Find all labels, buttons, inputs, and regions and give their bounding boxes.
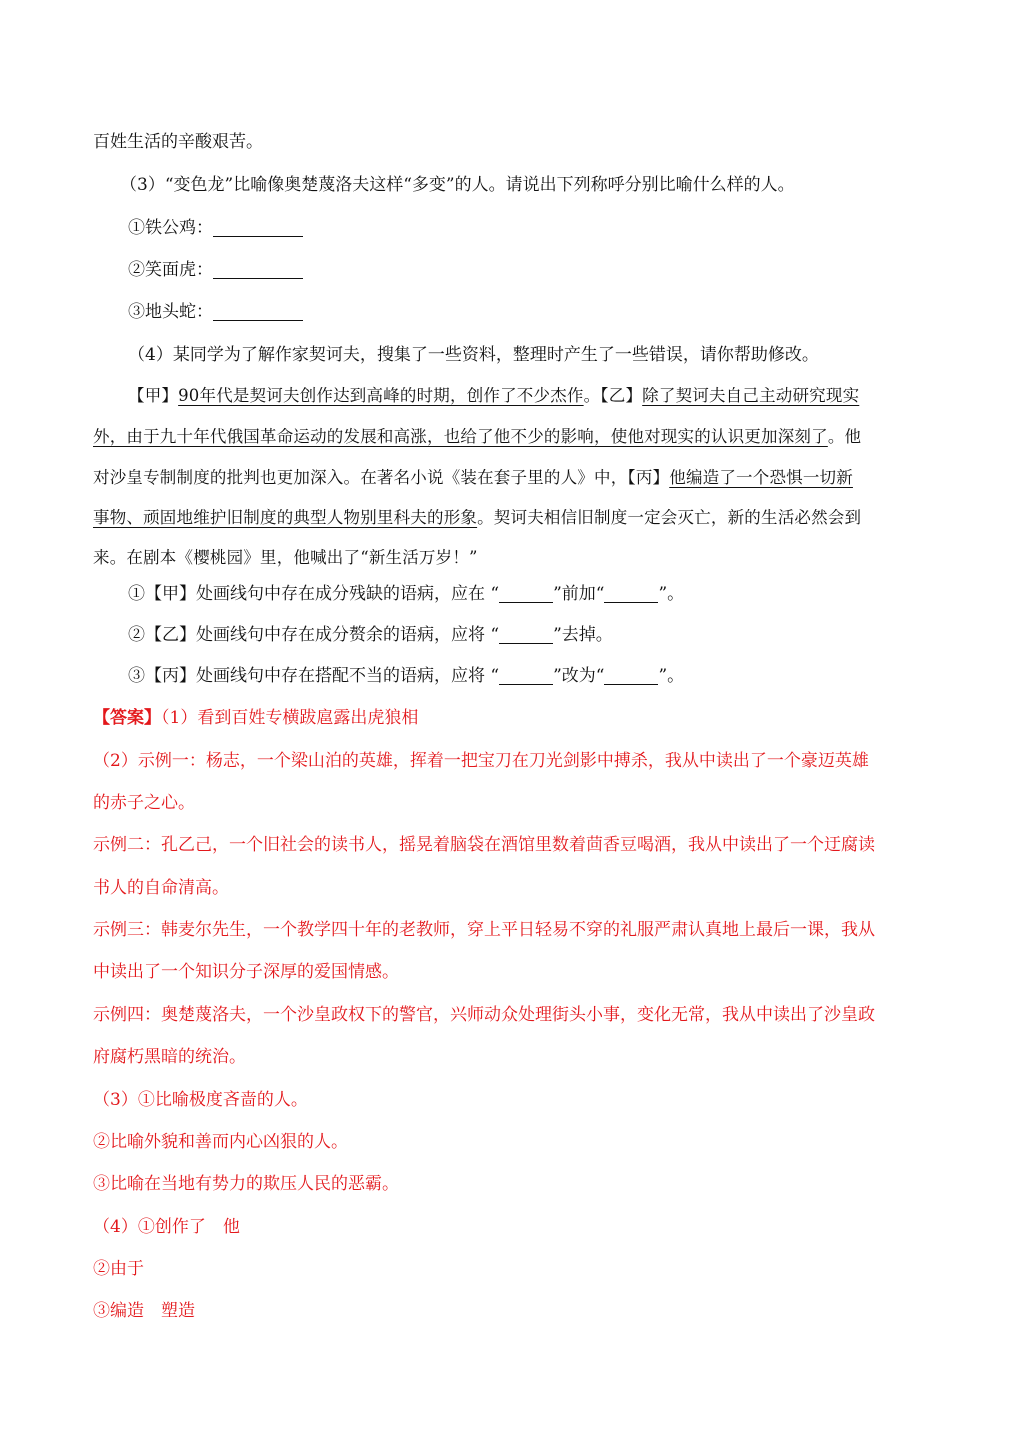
answer-2-example-4-line-2: 府腐朽黑暗的统治。	[93, 1047, 246, 1067]
passage-line-4-tail: 。契诃夫相信旧制度一定会灭亡，新的生活必然会到	[477, 508, 862, 527]
passage-line-5: 来。在剧本《樱桃园》里，他喊出了“新生活万岁！”	[93, 548, 478, 567]
q3-item-1-label: ①铁公鸡：	[128, 218, 213, 238]
q3-prompt: （3）“变色龙”比喻像奥楚蔑洛夫这样“多变”的人。请说出下列称呼分别比喻什么样的人。	[120, 175, 795, 195]
passage-underline-yi-1: 除了契诃夫自己主动研究现实	[642, 386, 860, 405]
answer-2-example-2-line-1: 示例二：孔乙己，一个旧社会的读书人，摇晃着脑袋在酒馆里数着茴香豆喝酒，我从中读出了一个迂腐读	[93, 835, 875, 855]
passage-line-2	[93, 425, 861, 449]
q3-item-3-blank[interactable]	[213, 302, 303, 321]
sub-question-2	[128, 623, 613, 647]
sub1-text-post: ”。	[658, 584, 685, 604]
q4-prompt: （4）某同学为了解作家契诃夫，搜集了一些资料，整理时产生了一些错误，请你帮助修改。	[128, 345, 819, 365]
answer-2-line-2: 的赤子之心。	[93, 793, 195, 813]
q3-item-1-blank[interactable]	[213, 218, 303, 237]
passage-line-3	[93, 466, 853, 490]
passage-tag-jia: 【甲】	[128, 386, 179, 405]
q3-item-2-blank[interactable]	[213, 260, 303, 279]
answer-2-example-3-line-1: 示例三：韩麦尔先生，一个教学四十年的老教师，穿上平日轻易不穿的礼服严肃认真地上最后一课，我从	[93, 920, 875, 940]
answer-3-item-3: ③比喻在当地有势力的欺压人民的恶霸。	[93, 1174, 399, 1194]
answer-2-example-2-line-2: 书人的自命清高。	[93, 878, 229, 898]
answer-label: 【答案】	[93, 708, 161, 728]
answer-1	[93, 706, 418, 730]
answer-3-item-2: ②比喻外貌和善而内心凶狠的人。	[93, 1132, 348, 1152]
answer-4-item-3: ③编造 塑造	[93, 1301, 195, 1321]
sub2-blank-1[interactable]	[499, 625, 553, 644]
passage-line-3-head: 对沙皇专制制度的批判也更加深入。在著名小说《装在套子里的人》中，【丙】	[93, 468, 670, 487]
q3-item-2-label: ②笑面虎：	[128, 260, 213, 280]
passage-line-4	[93, 506, 861, 530]
sub3-text-pre: ③【丙】处画线句中存在搭配不当的语病，应将 “	[128, 666, 500, 686]
sub1-blank-1[interactable]	[499, 584, 553, 603]
question-intro-end: 百姓生活的辛酸艰苦。	[93, 132, 263, 152]
passage-tag-yi: 。【乙】	[583, 386, 643, 405]
sub1-text-pre: ①【甲】处画线句中存在成分残缺的语病，应在 “	[128, 584, 500, 604]
sub3-blank-1[interactable]	[499, 666, 553, 685]
answer-1-text: （1）看到百姓专横跋扈露出虎狼相	[161, 708, 419, 728]
passage-underline-yi-2: 外，由于九十年代俄国革命运动的发展和高涨，也给了他不少的影响，使他对现实的认识更加深刻了	[93, 427, 828, 446]
q3-item-2	[128, 258, 303, 282]
sub-question-1	[128, 582, 684, 606]
q3-item-3-label: ③地头蛇：	[128, 302, 213, 322]
sub1-blank-2[interactable]	[604, 584, 658, 603]
answer-3-item-1: （3）①比喻极度吝啬的人。	[93, 1090, 308, 1110]
q3-item-1	[128, 216, 303, 240]
sub2-text-post: ”去掉。	[553, 625, 613, 645]
answer-2-example-4-line-1: 示例四：奥楚蔑洛夫，一个沙皇政权下的警官，兴师动众处理街头小事，变化无常，我从中读出了沙皇政	[93, 1005, 875, 1025]
answer-4-item-1: （4）①创作了 他	[93, 1217, 240, 1237]
passage-underline-jia: 90年代是契诃夫创作达到高峰的时期，创作了不少杰作	[178, 386, 584, 405]
q3-item-3	[128, 300, 303, 324]
sub3-blank-2[interactable]	[604, 666, 658, 685]
passage-line-2-tail: 。他	[827, 427, 862, 446]
answer-4-item-2: ②由于	[93, 1259, 144, 1279]
passage-underline-bing-2: 事物、顽固地维护旧制度的典型人物别里科夫的形象	[93, 508, 478, 527]
passage-line-1	[128, 384, 859, 408]
passage-underline-bing-1: 他编造了一个恐惧一切新	[669, 468, 853, 487]
sub3-text-post: ”。	[658, 666, 685, 686]
sub-question-3	[128, 664, 684, 688]
answer-2-example-3-line-2: 中读出了一个知识分子深厚的爱国情感。	[93, 962, 399, 982]
sub3-text-mid: ”改为“	[553, 666, 605, 686]
sub2-text-pre: ②【乙】处画线句中存在成分赘余的语病，应将 “	[128, 625, 500, 645]
answer-2-line-1: （2）示例一：杨志，一个梁山泊的英雄，挥着一把宝刀在刀光剑影中搏杀，我从中读出了一个豪迈英雄	[93, 751, 869, 771]
sub1-text-mid: ”前加“	[553, 584, 605, 604]
